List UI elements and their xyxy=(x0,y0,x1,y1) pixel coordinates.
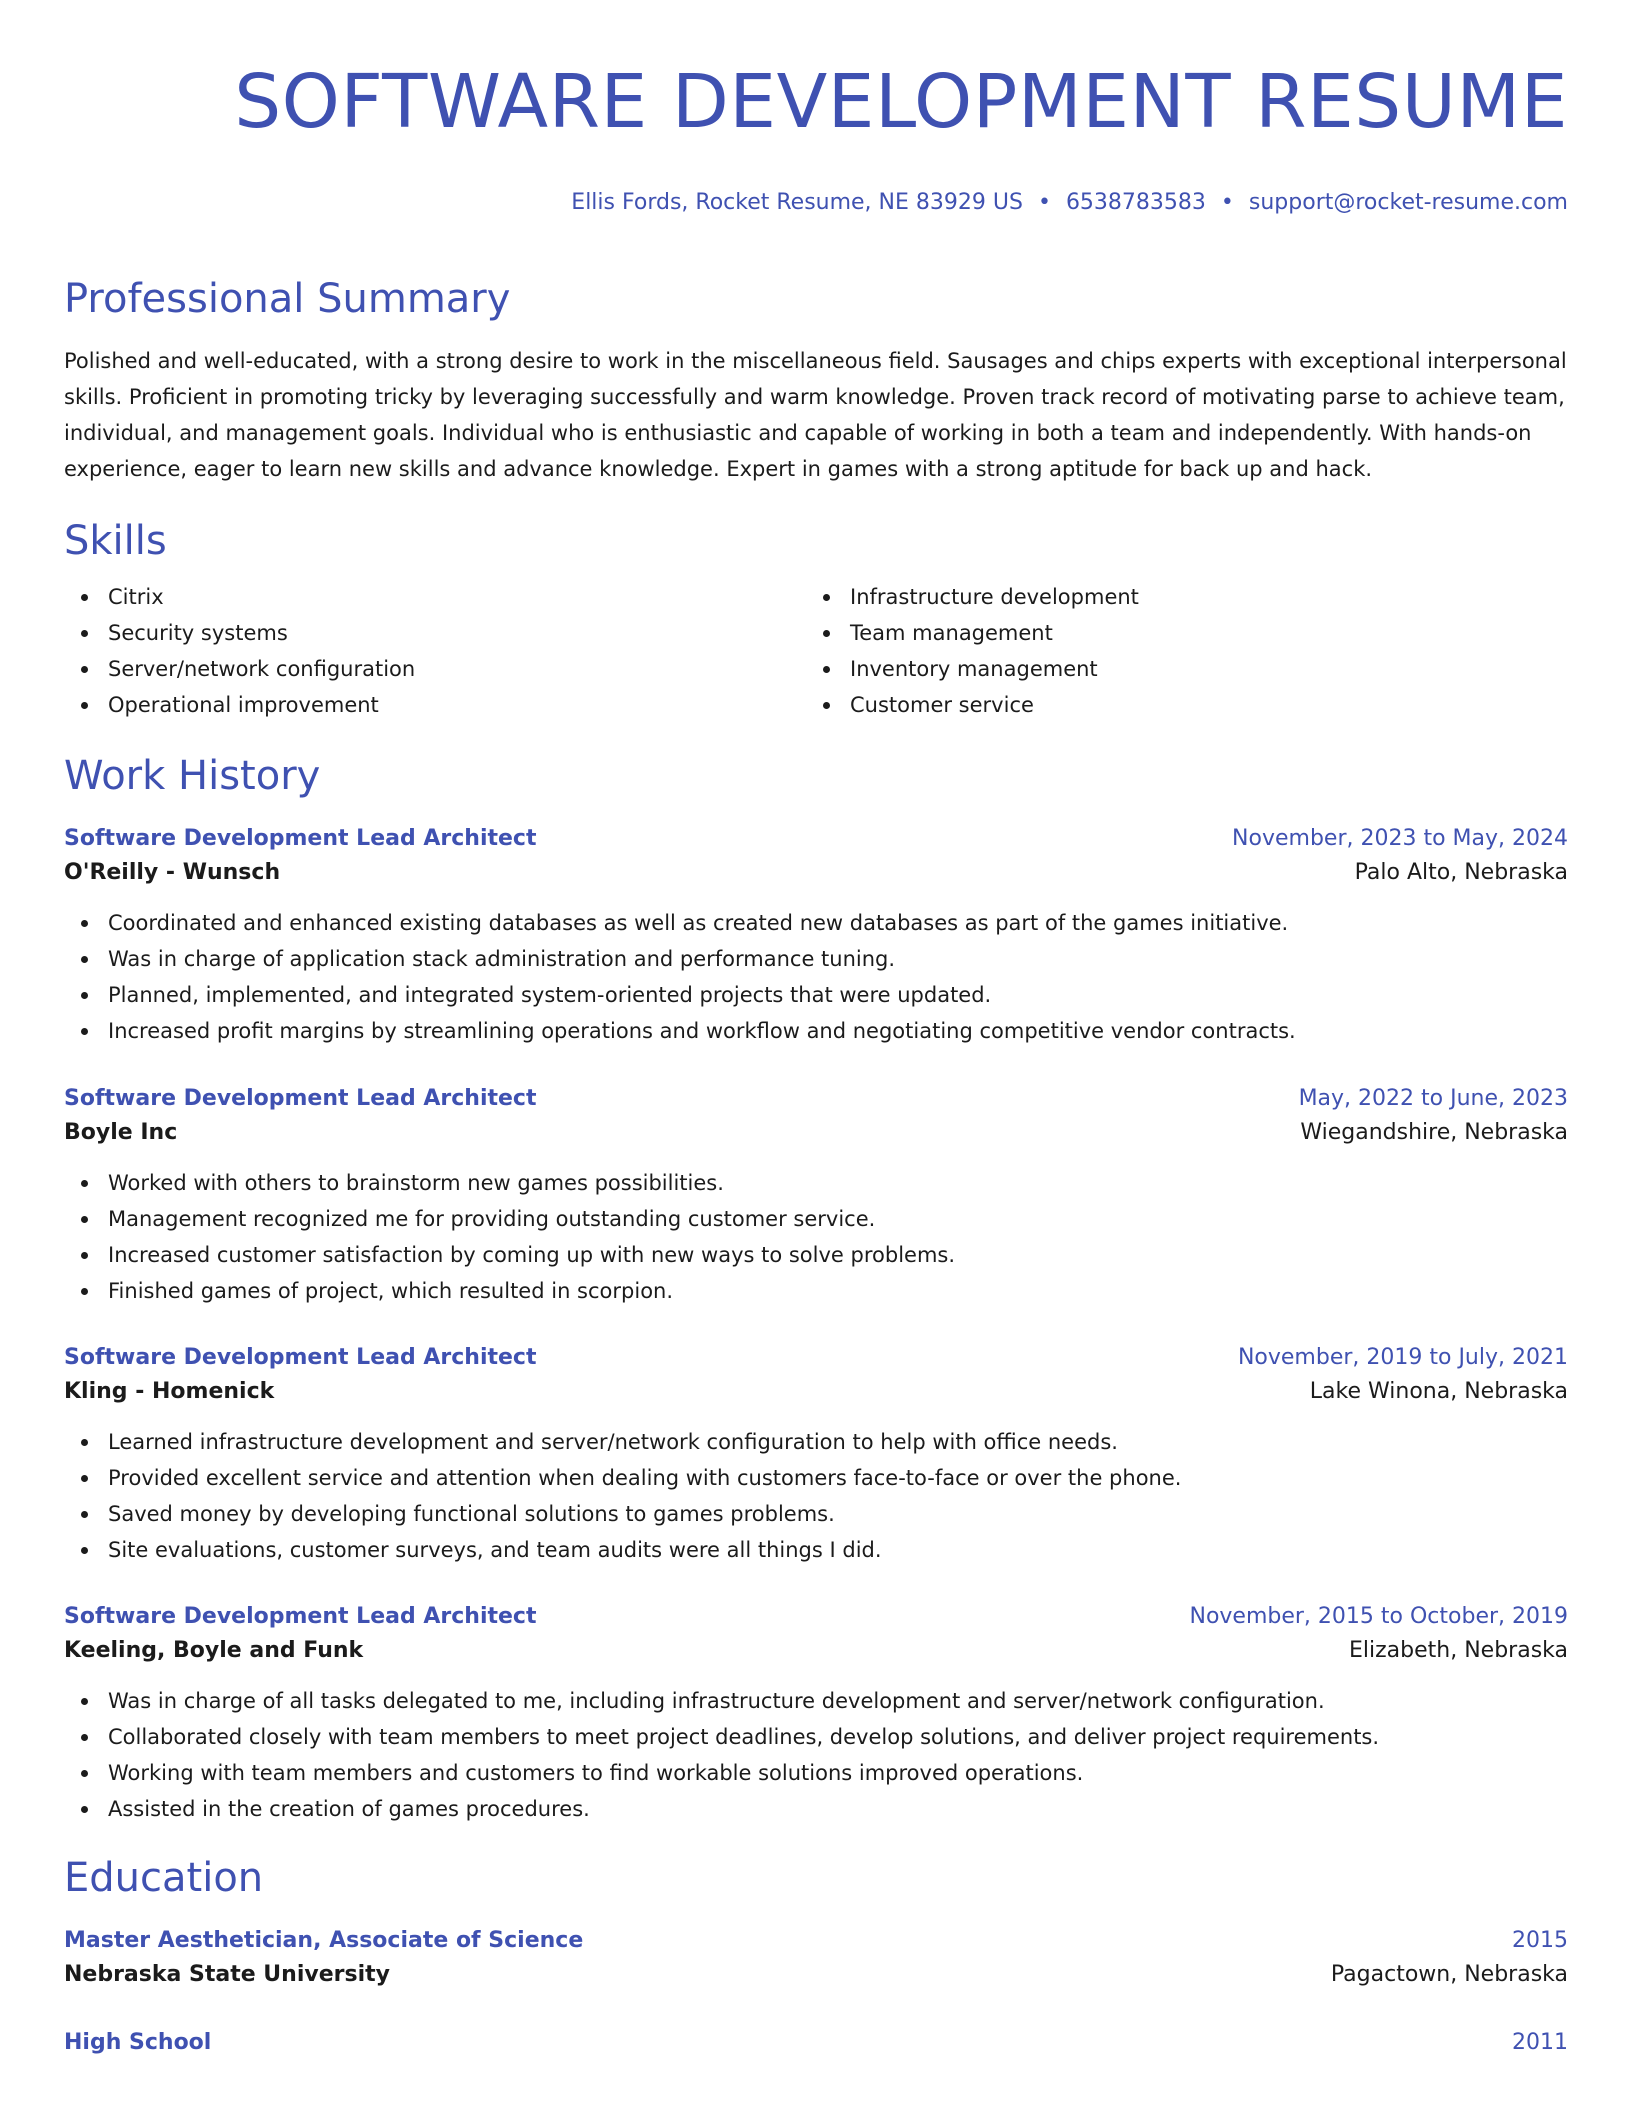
skills-heading: Skills xyxy=(64,518,167,564)
company-name: Boyle Inc xyxy=(64,1120,178,1145)
company-name: O'Reilly - Wunsch xyxy=(64,860,281,885)
skill-item: Infrastructure development xyxy=(806,579,1568,615)
job-bullet: Worked with others to brainstorm new games possibilities. xyxy=(64,1165,1568,1201)
job-bullet: Increased profit margins by streamlining operations and workflow and negotiating competitive vendor contracts. xyxy=(64,1013,1568,1049)
education-entry xyxy=(64,2027,1568,2059)
summary-heading: Professional Summary xyxy=(64,276,511,322)
school-name: Nebraska State University xyxy=(64,1962,390,1987)
job-title: Software Development Lead Architect xyxy=(64,1345,537,1370)
contact-phone: 6538783583 xyxy=(1065,190,1206,215)
job-title: Software Development Lead Architect xyxy=(64,1604,537,1629)
job-dates: November, 2019 to July, 2021 xyxy=(1237,1345,1568,1370)
job-location: Elizabeth, Nebraska xyxy=(1349,1638,1568,1663)
degree-title: Master Aesthetician, Associate of Science xyxy=(64,1928,584,1953)
education-heading: Education xyxy=(64,1855,264,1901)
company-name: Keeling, Boyle and Funk xyxy=(64,1638,364,1663)
job-title: Software Development Lead Architect xyxy=(64,826,537,851)
job-location: Lake Winona, Nebraska xyxy=(1309,1379,1568,1404)
skills-column-right xyxy=(806,579,1568,723)
job-title: Software Development Lead Architect xyxy=(64,1086,537,1111)
resume-title: SOFTWARE DEVELOPMENT RESUME xyxy=(234,59,1568,145)
job-dates: November, 2023 to May, 2024 xyxy=(1232,826,1568,851)
school-location: Pagactown, Nebraska xyxy=(1330,1962,1568,1987)
skill-item: Team management xyxy=(806,615,1568,651)
job-bullet: Planned, implemented, and integrated system-oriented projects that were updated. xyxy=(64,977,1568,1013)
graduation-year: 2011 xyxy=(1512,2030,1568,2055)
job-bullet: Coordinated and enhanced existing databases as well as created new databases as part of the games initiative. xyxy=(64,905,1568,941)
skill-item: Customer service xyxy=(806,687,1568,723)
job-bullet: Saved money by developing functional solutions to games problems. xyxy=(64,1496,1568,1532)
job-bullet: Collaborated closely with team members to meet project deadlines, develop solutions, and deliver project requirements. xyxy=(64,1719,1568,1755)
job-entry xyxy=(64,1342,1568,1568)
skill-item: Operational improvement xyxy=(64,687,806,723)
skill-item: Security systems xyxy=(64,615,806,651)
job-dates: November, 2015 to October, 2019 xyxy=(1189,1604,1568,1629)
job-bullets xyxy=(64,1424,1568,1568)
job-bullet: Was in charge of all tasks delegated to me, including infrastructure development and server/network configuration. xyxy=(64,1683,1568,1719)
education-entry xyxy=(64,1925,1568,1993)
job-bullets xyxy=(64,1165,1568,1309)
contact-line xyxy=(64,188,1568,218)
contact-separator: • xyxy=(1220,190,1234,215)
job-bullet: Site evaluations, customer surveys, and team audits were all things I did. xyxy=(64,1532,1568,1568)
skill-item: Server/network configuration xyxy=(64,651,806,687)
job-entry xyxy=(64,823,1568,1049)
skills-list xyxy=(64,579,1568,723)
job-bullets xyxy=(64,1683,1568,1827)
job-bullet: Management recognized me for providing outstanding customer service. xyxy=(64,1201,1568,1237)
job-bullet: Learned infrastructure development and server/network configuration to help with office needs. xyxy=(64,1424,1568,1460)
job-location: Wiegandshire, Nebraska xyxy=(1300,1120,1568,1145)
job-entry xyxy=(64,1601,1568,1827)
contact-email[interactable]: support@rocket-resume.com xyxy=(1248,190,1568,215)
job-location: Palo Alto, Nebraska xyxy=(1354,860,1568,885)
job-bullet: Assisted in the creation of games procedures. xyxy=(64,1791,1568,1827)
skill-item: Citrix xyxy=(64,579,806,615)
summary-text: Polished and well-educated, with a strong desire to work in the miscellaneous field. Sausages and chips experts with exceptional interpersonal skills. Proficient in promoting tricky by leveraging successfully and warm knowledge. Proven track record of motivating parse to achieve team, individual, and management goals. Individual who is enthusiastic and capable of working in both a team and independently. With hands-on experience, eager to learn new skills and advance knowledge. Expert in games with a strong aptitude for back up and hack. xyxy=(64,349,1567,481)
graduation-year: 2015 xyxy=(1512,1928,1568,1953)
job-entry xyxy=(64,1083,1568,1309)
job-bullet: Finished games of project, which resulted in scorpion. xyxy=(64,1273,1568,1309)
skill-item: Inventory management xyxy=(806,651,1568,687)
degree-title: High School xyxy=(64,2030,212,2055)
job-bullet: Working with team members and customers to find workable solutions improved operations. xyxy=(64,1755,1568,1791)
contact-address: Ellis Fords, Rocket Resume, NE 83929 US xyxy=(571,190,1023,215)
job-bullets xyxy=(64,905,1568,1049)
job-dates: May, 2022 to June, 2023 xyxy=(1298,1086,1568,1111)
contact-separator: • xyxy=(1037,190,1051,215)
job-bullet: Was in charge of application stack administration and performance tuning. xyxy=(64,941,1568,977)
company-name: Kling - Homenick xyxy=(64,1379,275,1404)
skills-column-left xyxy=(64,579,806,723)
job-bullet: Provided excellent service and attention when dealing with customers face-to-face or over the phone. xyxy=(64,1460,1568,1496)
work-history-heading: Work History xyxy=(64,753,321,799)
job-bullet: Increased customer satisfaction by coming up with new ways to solve problems. xyxy=(64,1237,1568,1273)
